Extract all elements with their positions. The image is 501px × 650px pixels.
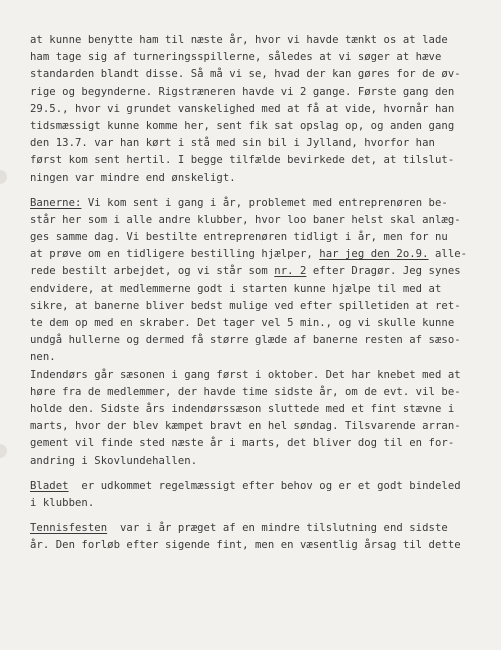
text-line [30,384,480,401]
text-segment: høre fra de medlemmer, der havde time sidste år, om de evt. vil be- [30,385,461,398]
text-segment: gement vil finde sted næste år i marts, det bliver dog til en for- [30,437,455,450]
text-segment: i klubben. [30,496,95,509]
text-line [30,118,480,135]
paragraph-gap [30,470,480,478]
punch-hole [0,170,7,184]
text-line [30,332,480,349]
text-segment: den 13.7. var han kørt i stå med sin bil i Jylland, hvorfor han [30,137,435,150]
document-body [30,32,480,554]
text-line [30,84,480,101]
text-segment: sikre, at banerne bliver bedst mulige ved efter spilletiden at ret- [30,299,461,312]
text-line [30,298,480,315]
text-segment: at kunne benytte ham til næste år, hvor vi havde tænkt os at lade [30,34,448,46]
text-line [30,401,480,418]
text-segment: endvidere, at medlemmerne godt i starten kunne hjælpe til med at [30,282,442,295]
text-segment: først kom sent hertil. I begge tilfælde bevirkede det, at tilslut- [30,154,455,167]
text-segment: alle- [428,248,468,261]
text-line [30,281,480,298]
text-segment: ham tage sig af turneringsspillerne, således at vi søger at hæve [30,51,442,64]
text-line [30,66,480,83]
text-segment: rede bestilt arbejdet, og vi står som [30,265,275,278]
text-segment: andring i Skovlundehallen. [30,454,198,467]
text-line [30,152,480,169]
text-line [30,229,480,246]
text-segment: tidsmæssigt kunne komme her, sent fik sat opslag op, og anden gang [30,119,455,132]
text-line [30,263,480,280]
text-segment: er udkommet regelmæssigt efter behov og er et godt bindeled [68,479,461,492]
text-line [30,453,480,470]
text-segment: at prøve om en tidligere bestilling hjælper, [30,248,320,261]
underlined-text: har jeg den 2o.9. [319,248,429,261]
text-segment: var i år præget af en mindre tilslutning end sidste [107,522,448,535]
text-segment: ges samme dag. Vi bestilte entreprenøren tidligt i år, men for nu [30,231,448,244]
text-line [30,101,480,118]
underlined-text: Bladet [30,479,69,492]
punch-hole [0,444,7,458]
text-line [30,246,480,263]
text-line [30,478,480,495]
text-segment: te dem op med en skraber. Det tager vel 5 min., og vi skulle kunne [30,317,455,329]
underlined-text: Banerne: [30,196,82,209]
text-segment: Vi kom sent i gang i år, problemet med entreprenøren be- [81,196,448,209]
underlined-text: nr. 2 [274,265,307,278]
text-segment: rige og begynderne. Rigstræneren havde vi 2 gange. Første gang den [30,85,455,98]
text-line [30,32,480,49]
paragraph-gap [30,187,480,195]
text-line [30,418,480,435]
text-segment: ningen var mindre end ønskeligt. [30,171,236,184]
paragraph-gap [30,512,480,520]
text-segment: nen. [30,351,56,364]
text-segment: 29.5., hvor vi grundet vanskelighed med at få at vide, hvornår han [30,102,455,115]
text-segment: holde den. Sidste års indendørssæson sluttede med et fint stævne i [30,402,455,415]
text-line [30,349,480,366]
text-line [30,367,480,384]
text-segment: står her som i alle andre klubber, hvor loo baner helst skal anlæg- [30,213,461,226]
text-line [30,520,480,537]
text-line [30,195,480,212]
text-segment: efter Dragør. Jeg synes [306,265,461,278]
text-line [30,315,480,332]
text-line [30,537,480,554]
text-segment: Indendørs går sæsonen i gang først i oktober. Det har knebet med at [30,368,461,381]
text-segment: år. Den forløb efter sigende fint, men en væsentlig årsag til dette [30,539,461,552]
text-line [30,495,480,512]
text-line [30,435,480,452]
text-line [30,135,480,152]
underlined-text: Tennisfesten [30,522,108,535]
text-line [30,212,480,229]
text-segment: undgå hullerne og dermed få større glæde af banerne resten af sæso- [30,334,461,347]
text-line [30,170,480,187]
text-segment: marts, hvor der blev kæmpet bravt en hel søndag. Tilsvarende arran- [30,420,461,433]
text-segment: standarden blandt disse. Så må vi se, hvad der kan gøres for de øv- [30,68,461,81]
text-line [30,49,480,66]
